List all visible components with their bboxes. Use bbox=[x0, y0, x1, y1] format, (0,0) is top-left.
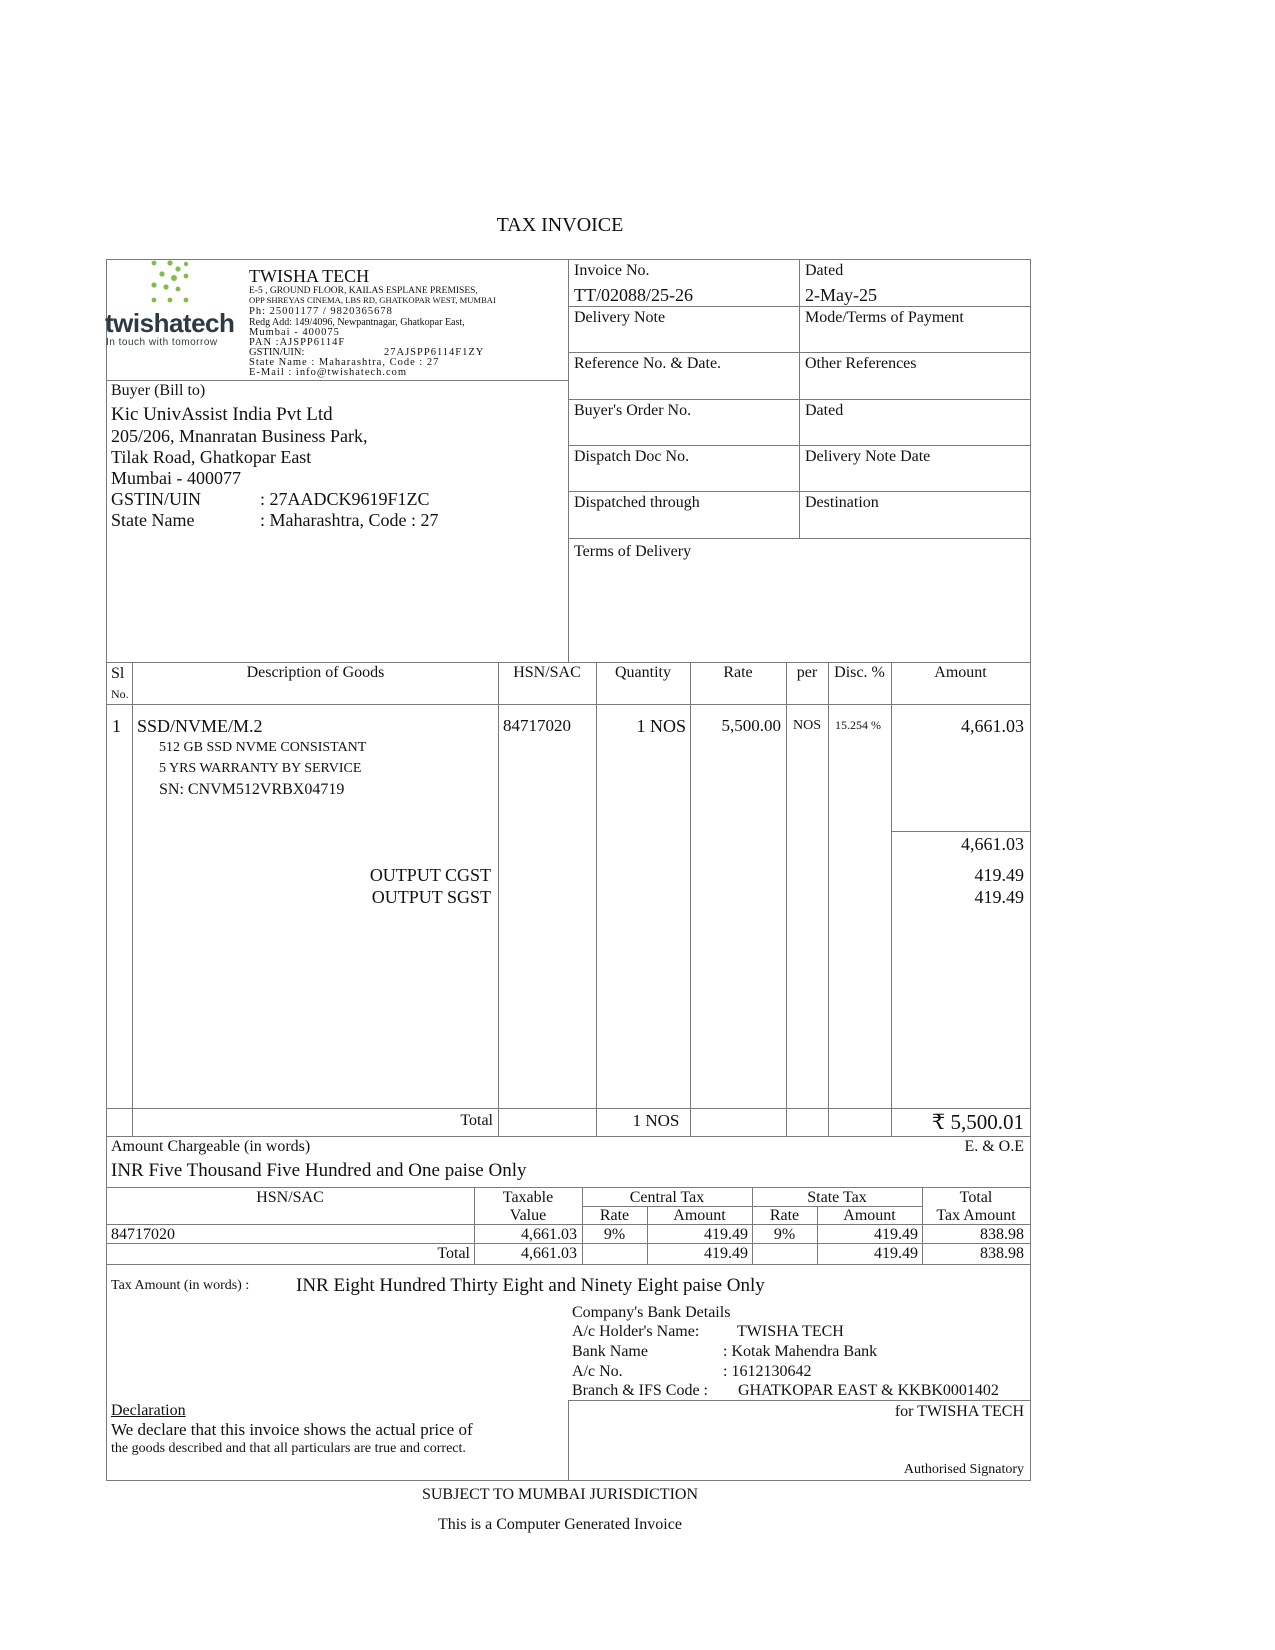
cgst-label: OUTPUT CGST bbox=[369, 865, 491, 885]
amount-words-label: Amount Chargeable (in words) bbox=[111, 1138, 311, 1155]
ts-total: Total bbox=[959, 1189, 993, 1206]
ts-c-amount: Amount bbox=[673, 1207, 726, 1224]
ts-row-total: 838.98 bbox=[980, 1226, 1024, 1243]
item-rate: 5,500.00 bbox=[721, 716, 781, 735]
seller-gstin: 27AJSPP6114F1ZY bbox=[384, 347, 485, 358]
item-quantity: 1 NOS bbox=[636, 716, 686, 736]
buyer-address-2: Tilak Road, Ghatkopar East bbox=[111, 447, 312, 467]
authorised-signatory: Authorised Signatory bbox=[903, 1462, 1024, 1477]
terms-of-delivery-label: Terms of Delivery bbox=[574, 543, 692, 560]
item-desc-1: 512 GB SSD NVME CONSISTANT bbox=[159, 740, 367, 755]
order-dated-label: Dated bbox=[805, 402, 844, 419]
other-references-label: Other References bbox=[805, 355, 917, 372]
buyer-name: Kic UnivAssist India Pvt Ltd bbox=[111, 404, 333, 425]
ts-value: Value bbox=[509, 1207, 547, 1224]
item-amount: 4,661.03 bbox=[961, 716, 1024, 736]
subtotal-amount: 4,661.03 bbox=[961, 834, 1024, 854]
seller-pan: PAN :AJSPP6114F bbox=[249, 337, 346, 348]
delivery-note-date-label: Delivery Note Date bbox=[805, 448, 931, 465]
amount-in-words: INR Five Thousand Five Hundred and One paise Only bbox=[111, 1160, 527, 1181]
bank-holder-label: A/c Holder's Name: bbox=[572, 1323, 700, 1340]
logo-tagline: In touch with tomorrow bbox=[106, 337, 218, 348]
col-sl: Sl bbox=[111, 665, 125, 682]
destination-label: Destination bbox=[805, 494, 879, 511]
sgst-label: OUTPUT SGST bbox=[371, 887, 491, 907]
col-description: Description of Goods bbox=[246, 664, 385, 681]
ts-row-c-amount: 419.49 bbox=[704, 1226, 748, 1243]
seller-address-2: OPP SHREYAS CINEMA, LBS RD, GHATKOPAR WEST, MUMBAI bbox=[249, 295, 496, 305]
total-amount: ₹ 5,500.01 bbox=[931, 1110, 1024, 1134]
item-per: NOS bbox=[792, 718, 821, 733]
bank-branch: GHATKOPAR EAST & KKBK0001402 bbox=[738, 1382, 999, 1399]
ts-hsn-header: HSN/SAC bbox=[256, 1189, 324, 1206]
ts-row-taxable: 4,661.03 bbox=[521, 1226, 577, 1243]
logo-icon bbox=[148, 260, 198, 306]
ts-s-amount: Amount bbox=[843, 1207, 896, 1224]
seller-name: TWISHA TECH bbox=[249, 266, 370, 286]
item-serial: SN: CNVM512VRBX04719 bbox=[159, 781, 345, 798]
dispatch-doc-label: Dispatch Doc No. bbox=[574, 448, 690, 465]
jurisdiction-note: SUBJECT TO MUMBAI JURISDICTION bbox=[421, 1486, 699, 1503]
buyer-address-3: Mumbai - 400077 bbox=[111, 468, 241, 488]
item-disc: 15.254 % bbox=[835, 718, 881, 732]
col-amount: Amount bbox=[934, 664, 987, 681]
col-disc: Disc. % bbox=[834, 664, 885, 681]
item-name: SSD/NVME/M.2 bbox=[137, 716, 263, 736]
buyer-gstin-label: GSTIN/UIN bbox=[111, 489, 201, 509]
total-quantity: 1 NOS bbox=[632, 1111, 680, 1130]
signatory-for: for TWISHA TECH bbox=[894, 1403, 1024, 1420]
ts-total-total: 838.98 bbox=[980, 1245, 1024, 1262]
tax-words-label: Tax Amount (in words) : bbox=[111, 1278, 250, 1293]
invoice-date: 2-May-25 bbox=[805, 285, 877, 305]
page-title: TAX INVOICE bbox=[496, 214, 624, 236]
seller-state: State Name : Maharashtra, Code : 27 bbox=[249, 357, 440, 368]
declaration-line-1: We declare that this invoice shows the actual price of bbox=[111, 1420, 473, 1439]
ts-total-label: Total bbox=[437, 1245, 470, 1262]
col-quantity: Quantity bbox=[615, 664, 671, 681]
mode-terms-label: Mode/Terms of Payment bbox=[805, 309, 964, 326]
bank-holder: TWISHA TECH bbox=[737, 1323, 844, 1340]
item-hsn: 84717020 bbox=[503, 716, 571, 735]
ts-total-s-amount: 419.49 bbox=[874, 1245, 918, 1262]
declaration-line-2: the goods described and that all particulars are true and correct. bbox=[111, 1441, 466, 1456]
buyer-heading: Buyer (Bill to) bbox=[111, 382, 206, 399]
sgst-amount: 419.49 bbox=[974, 887, 1024, 907]
bank-name: : Kotak Mahendra Bank bbox=[723, 1343, 878, 1360]
col-per: per bbox=[796, 664, 818, 681]
bank-account: : 1612130642 bbox=[723, 1363, 812, 1380]
tax-amount-in-words: INR Eight Hundred Thirty Eight and Ninety Eight paise Only bbox=[296, 1275, 765, 1296]
ts-state-tax: State Tax bbox=[807, 1189, 867, 1206]
delivery-note-label: Delivery Note bbox=[574, 309, 666, 326]
seller-gstin-label: GSTIN/UIN: bbox=[249, 347, 305, 358]
bank-heading: Company's Bank Details bbox=[572, 1304, 731, 1321]
buyers-order-label: Buyer's Order No. bbox=[574, 402, 692, 419]
dispatched-through-label: Dispatched through bbox=[574, 494, 700, 511]
ts-s-rate: Rate bbox=[769, 1207, 800, 1224]
ts-total-c-amount: 419.49 bbox=[704, 1245, 748, 1262]
logo-wordmark: twishatech bbox=[105, 308, 235, 338]
seller-phone: Ph: 25001177 / 9820365678 bbox=[249, 306, 393, 317]
seller-email: E-Mail : info@twishatech.com bbox=[249, 367, 408, 378]
seller-city: Mumbai - 400075 bbox=[249, 327, 340, 338]
bank-branch-label: Branch & IFS Code : bbox=[572, 1382, 708, 1399]
seller-address-1: E-5 , GROUND FLOOR, KAILAS ESPLANE PREMISES, bbox=[249, 286, 478, 296]
buyer-address-1: 205/206, Mnanratan Business Park, bbox=[111, 426, 368, 446]
ts-taxable: Taxable bbox=[502, 1189, 554, 1206]
ts-row-c-rate: 9% bbox=[603, 1226, 626, 1243]
ts-row-hsn: 84717020 bbox=[111, 1226, 175, 1243]
seller-regd-address: Redg Add: 149/4096, Newpantnagar, Ghatkopar East, bbox=[249, 317, 465, 328]
dated-label: Dated bbox=[805, 262, 844, 279]
buyer-state-label: State Name bbox=[111, 510, 195, 530]
invoice-no: TT/02088/25-26 bbox=[574, 285, 693, 305]
item-sl: 1 bbox=[112, 716, 121, 736]
ts-row-s-amount: 419.49 bbox=[874, 1226, 918, 1243]
total-label: Total bbox=[460, 1112, 493, 1129]
ts-central-tax: Central Tax bbox=[629, 1189, 705, 1206]
buyer-state: : Maharashtra, Code : 27 bbox=[260, 510, 439, 530]
bank-account-label: A/c No. bbox=[572, 1363, 623, 1380]
item-desc-2: 5 YRS WARRANTY BY SERVICE bbox=[159, 761, 362, 776]
declaration-heading: Declaration bbox=[111, 1402, 186, 1419]
computer-generated-note: This is a Computer Generated Invoice bbox=[438, 1516, 682, 1533]
eoe-label: E. & O.E bbox=[964, 1138, 1024, 1155]
reference-label: Reference No. & Date. bbox=[574, 355, 722, 372]
buyer-gstin: : 27AADCK9619F1ZC bbox=[260, 489, 430, 509]
cgst-amount: 419.49 bbox=[974, 865, 1024, 885]
ts-row-s-rate: 9% bbox=[773, 1226, 796, 1243]
ts-c-rate: Rate bbox=[599, 1207, 630, 1224]
col-sl-no: No. bbox=[111, 687, 129, 701]
invoice-no-label: Invoice No. bbox=[574, 262, 650, 279]
col-hsn: HSN/SAC bbox=[513, 664, 581, 681]
bank-name-label: Bank Name bbox=[572, 1343, 648, 1360]
ts-total-taxable: 4,661.03 bbox=[521, 1245, 577, 1262]
col-rate: Rate bbox=[723, 664, 753, 681]
ts-tax-amount: Tax Amount bbox=[936, 1207, 1016, 1224]
